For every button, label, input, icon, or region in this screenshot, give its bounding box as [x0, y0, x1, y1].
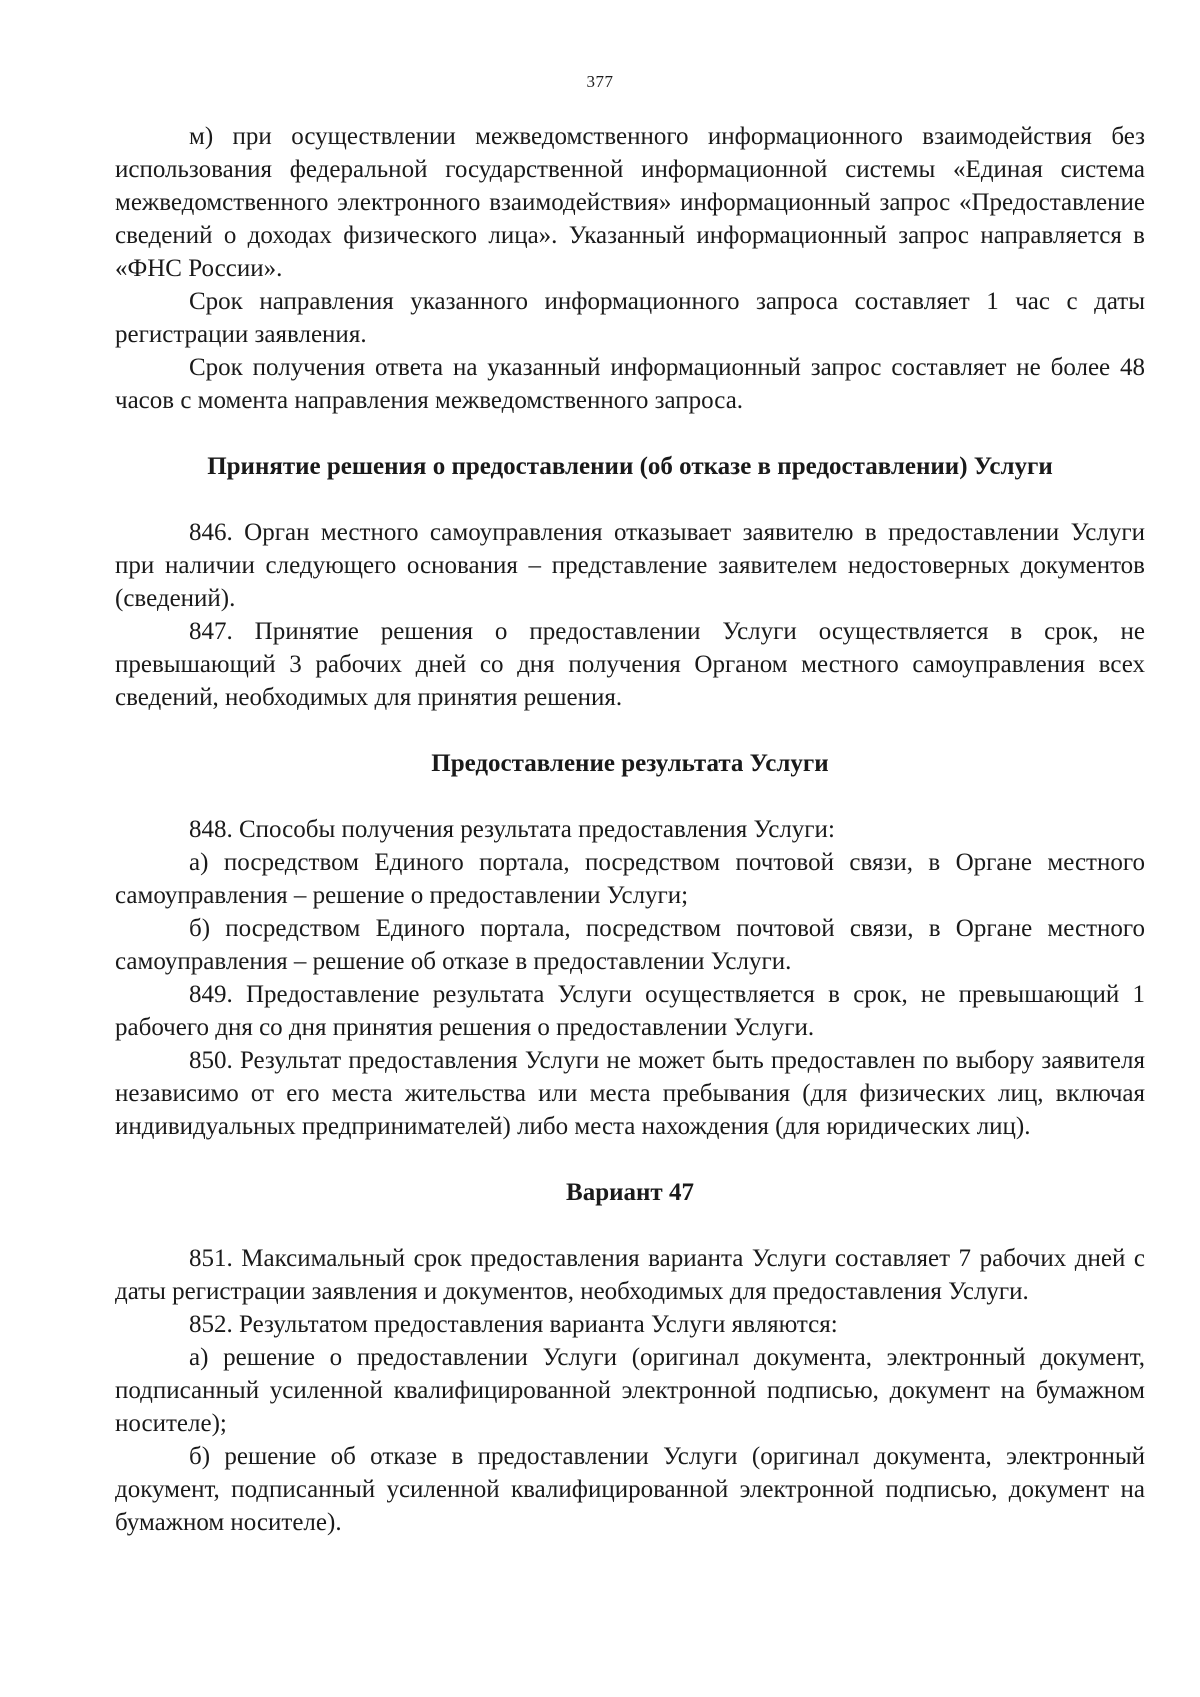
spacer [115, 483, 1145, 516]
paragraph-848-a: а) посредством Единого портала, посредством почтовой связи, в Органе местного самоуправления – решение о предоставлении Услуги; [115, 849, 1145, 909]
paragraph-846: 846. Орган местного самоуправления отказывает заявителю в предоставлении Услуги при наличии следующего основания – представление заявителем недостоверных документов (сведений). [115, 519, 1145, 612]
page-number: 377 [586, 72, 614, 91]
paragraph-852-b: б) решение об отказе в предоставлении Услуги (оригинал документа, электронный документ, подписанный усиленной квалифицированной электронной подписью, документ на бумажном носителе). [115, 1443, 1145, 1536]
paragraph-852-a: а) решение о предоставлении Услуги (оригинал документа, электронный документ, подписанный усиленной квалифицированной электронной подписью, документ на бумажном носителе); [115, 1344, 1145, 1437]
document-body [115, 120, 1145, 1539]
paragraph-849: 849. Предоставление результата Услуги осуществляется в срок, не превышающий 1 рабочего дня со дня принятия решения о предоставлении Услуги. [115, 981, 1145, 1041]
paragraph-848: 848. Способы получения результата предоставления Услуги: [189, 816, 835, 843]
paragraph-request-deadline: Срок направления указанного информационного запроса составляет 1 час с даты регистрации заявления. [115, 288, 1145, 348]
section-heading-variant: Вариант 47 [566, 1179, 694, 1206]
paragraph-851: 851. Максимальный срок предоставления варианта Услуги составляет 7 рабочих дней с даты регистрации заявления и документов, необходимых для предоставления Услуги. [115, 1245, 1145, 1305]
paragraph-850: 850. Результат предоставления Услуги не может быть предоставлен по выбору заявителя независимо от его места жительства или места пребывания (для физических лиц, включая индивидуальных предпринимателей) либо места нахождения (для юридических лиц). [115, 1047, 1145, 1140]
spacer [115, 417, 1145, 450]
section-heading-decision: Принятие решения о предоставлении (об отказе в предоставлении) Услуги [207, 453, 1053, 480]
paragraph-m: м) при осуществлении межведомственного информационного взаимодействия без использования федеральной государственной информационной системы «Единая система межведомственного электронного взаимодействия» информационный запрос «Предоставление сведений о доходах физического лица». Указанный информационный запрос направляется в «ФНС России». [115, 123, 1145, 282]
spacer [115, 780, 1145, 813]
spacer [115, 1209, 1145, 1242]
paragraph-response-deadline: Срок получения ответа на указанный информационный запрос составляет не более 48 часов с момента направления межведомственного запроса. [115, 354, 1145, 414]
paragraph-848-b: б) посредством Единого портала, посредством почтовой связи, в Органе местного самоуправления – решение об отказе в предоставлении Услуги. [115, 915, 1145, 975]
paragraph-847: 847. Принятие решения о предоставлении Услуги осуществляется в срок, не превышающий 3 рабочих дней со дня получения Органом местного самоуправления всех сведений, необходимых для принятия решения. [115, 618, 1145, 711]
spacer [115, 714, 1145, 747]
paragraph-852: 852. Результатом предоставления варианта Услуги являются: [189, 1311, 838, 1338]
spacer [115, 1143, 1145, 1176]
section-heading-result: Предоставление результата Услуги [431, 750, 829, 777]
